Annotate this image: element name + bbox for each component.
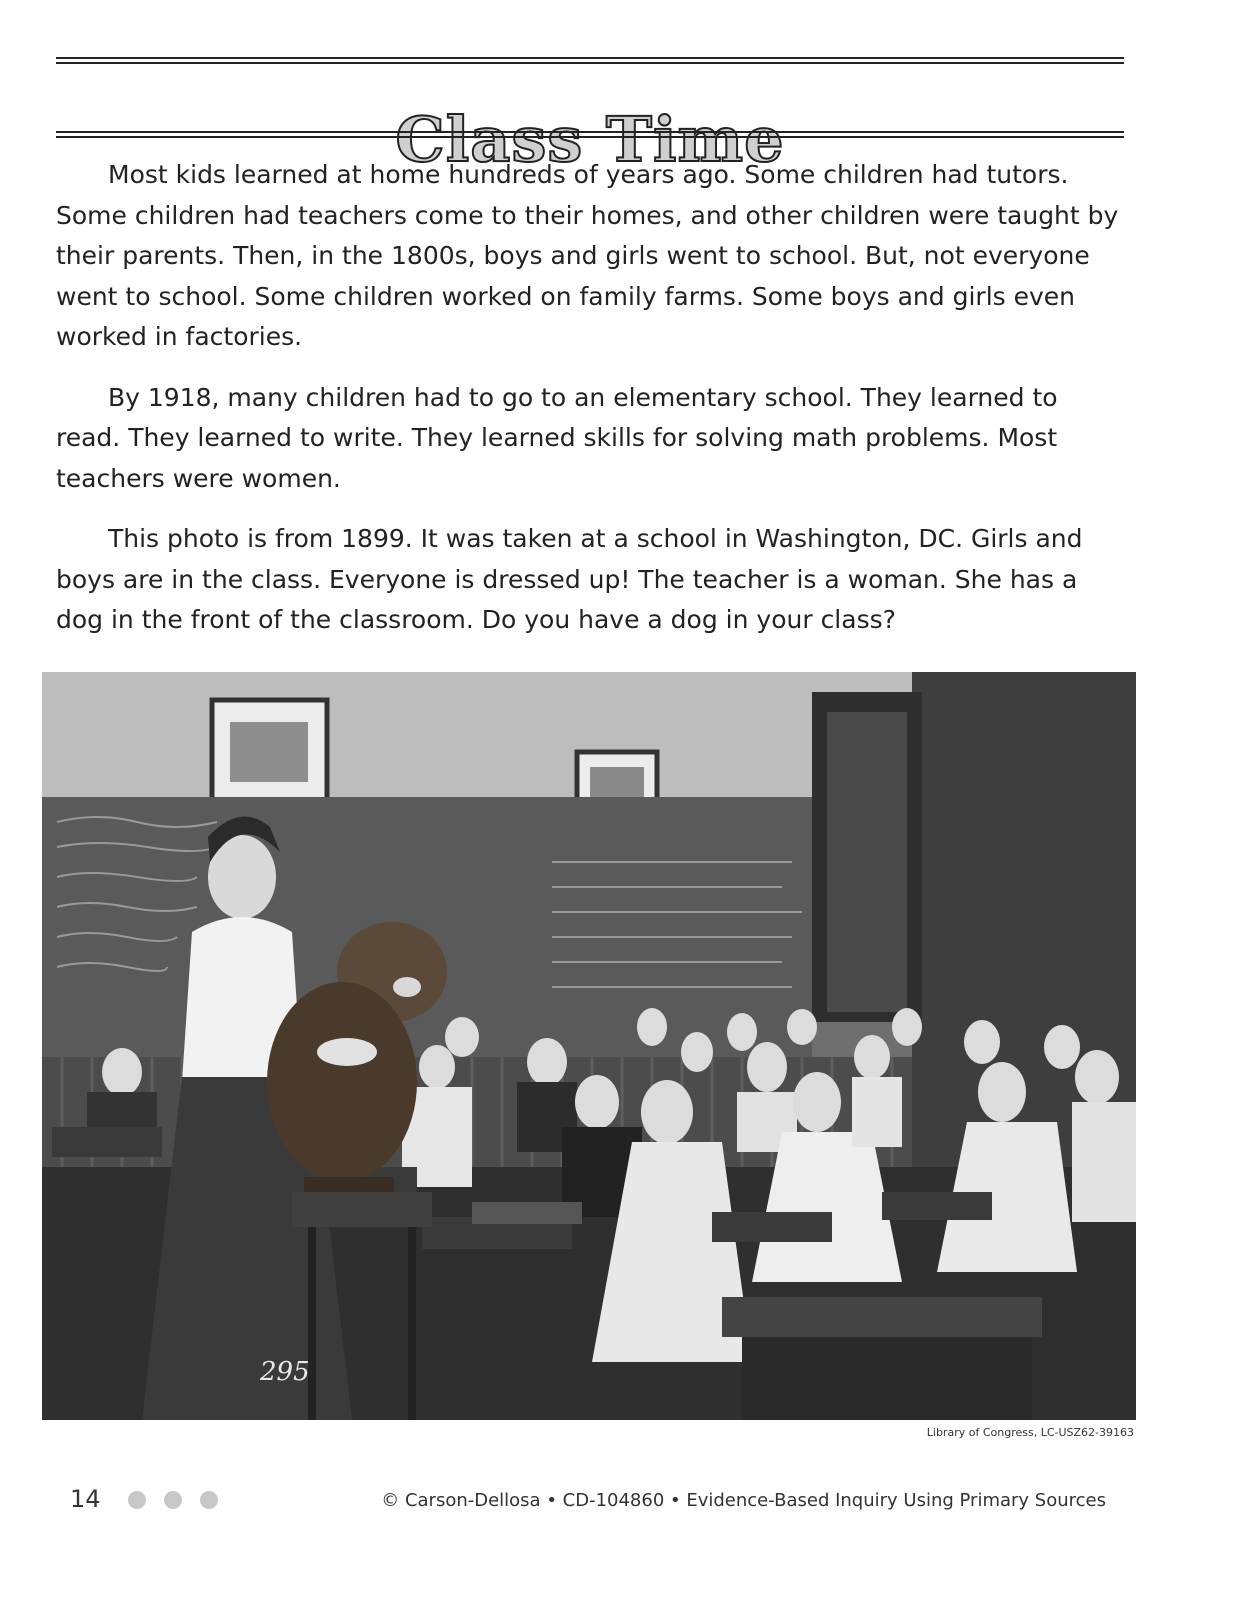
copyright-line: © Carson-Dellosa • CD-104860 • Evidence-Based Inquiry Using Primary Sources (381, 1490, 1106, 1511)
chalkboard (42, 797, 812, 1057)
title-top-rule-outer (56, 57, 1124, 59)
paragraph-1: Most kids learned at home hundreds of years ago. Some children had tutors. Some children had teachers come to their homes, and other children were taught by their parents. Then, in the 1800s, boys and girls went to school. But, not everyone went to school. Some children worked on family farms. Some boys and girls even worked in factories. (56, 160, 1119, 351)
footer-dot-icon (128, 1491, 146, 1509)
page-title: Class Time (395, 102, 785, 176)
footer-dot-icon (200, 1491, 218, 1509)
negative-number: 295 (260, 1357, 310, 1387)
photo-credit: Library of Congress, LC-USZ62-39163 (926, 1426, 1134, 1439)
footer-dots (128, 1491, 218, 1509)
title-bottom-rule-inner (56, 131, 1124, 133)
footer-dot-icon (164, 1491, 182, 1509)
page-footer (56, 1484, 1106, 1518)
title-bottom-rule-outer (56, 136, 1124, 138)
body-text (56, 155, 1124, 661)
paragraph-2: By 1918, many children had to go to an elementary school. They learned to read. They learned to write. They learned skills for solving math problems. Most teachers were women. (56, 382, 1058, 493)
paragraph-3: This photo is from 1899. It was taken at a school in Washington, DC. Girls and boys are in the class. Everyone is dressed up! The teacher is a woman. She has a dog in the front of the classroom. Do you have a dog in your class? (56, 524, 1083, 634)
page-number: 14 (70, 1485, 101, 1513)
title-top-rule-inner (56, 62, 1124, 64)
classroom-photo (42, 672, 1136, 1420)
